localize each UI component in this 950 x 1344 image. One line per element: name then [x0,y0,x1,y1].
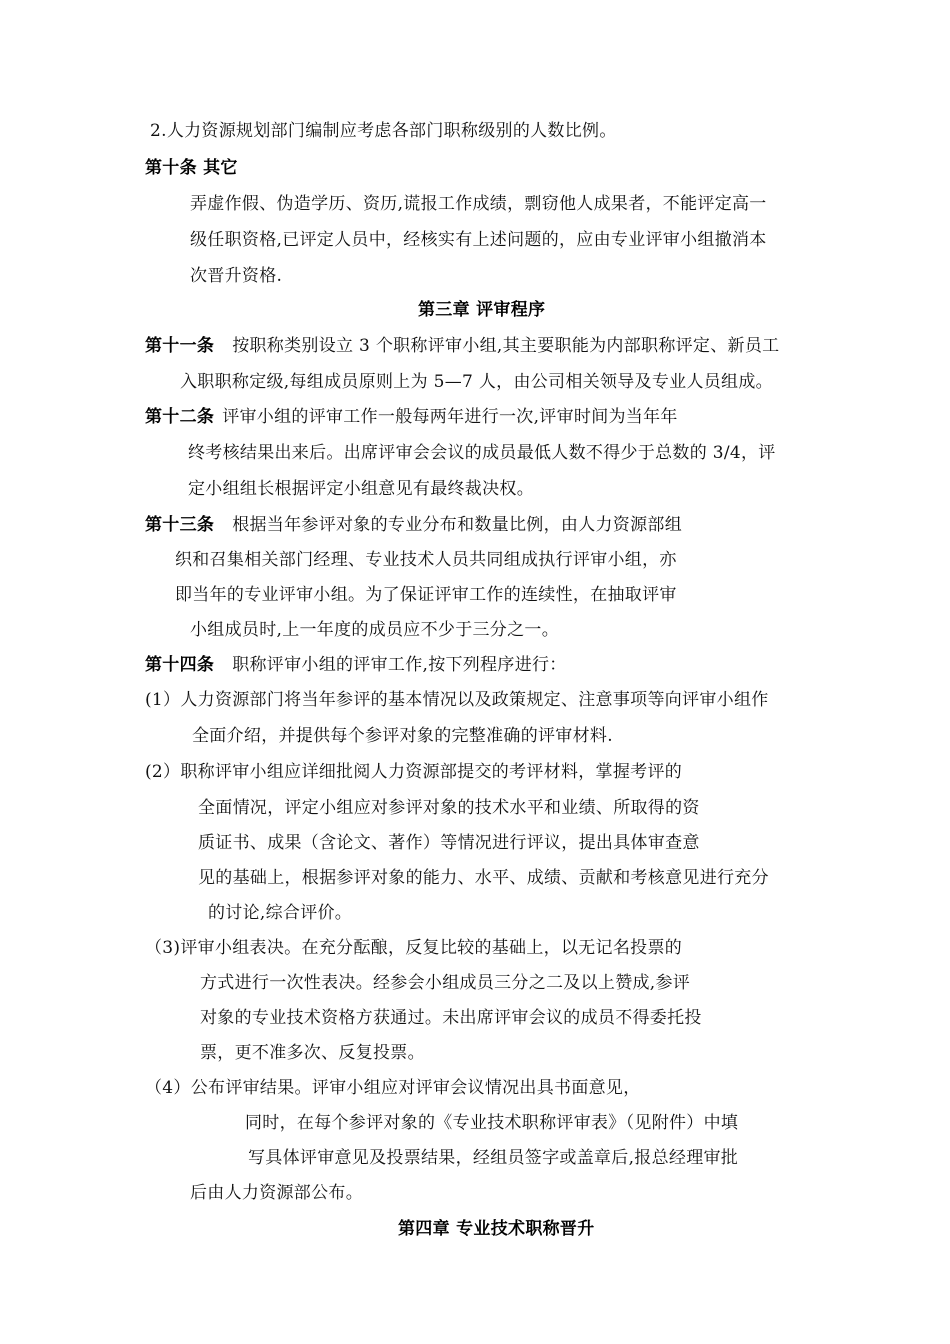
paragraph-line: 的讨论,综合评价。 [208,903,353,923]
list-item: （4）公布评审结果。评审小组应对评审会议情况出具书面意见， [145,1078,641,1098]
paragraph-line: 票，更不准多次、反复投票。 [200,1043,425,1063]
list-item: (2）职称评审小组应详细批阅人力资源部提交的考评材料，掌握考评的 [145,762,683,782]
paragraph-line: 后由人力资源部公布。 [190,1183,363,1203]
article-heading: 第十四条 [145,655,215,675]
article-heading: 第十一条 [145,336,215,356]
paragraph-line: 终考核结果出来后。出席评审会会议的成员最低人数不得少于总数的 3/4，评 [188,443,776,463]
paragraph-line: 2.人力资源规划部门编制应考虑各部门职称级别的人数比例。 [150,121,617,141]
article-heading: 第十条 其它 [145,158,238,178]
paragraph-line: 全面情况，评定小组应对参评对象的技术水平和业绩、所取得的资 [198,798,700,818]
article-line: 第十四条 职称评审小组的评审工作,按下列程序进行： [145,655,567,675]
chapter-heading: 第三章 评审程序 [418,300,546,320]
paragraph-line: 对象的专业技术资格方获通过。未出席评审会议的成员不得委托投 [200,1008,702,1028]
paragraph-line: 弄虚作假、伪造学历、资历,谎报工作成绩，剽窃他人成果者，不能评定高一 [190,194,767,214]
article-line: 第十一条 按职称类别设立 3 个职称评审小组,其主要职能为内部职称评定、新员工 [145,336,780,356]
article-heading: 第十二条 [145,407,215,427]
paragraph-line: 级任职资格,已评定人员中，经核实有上述问题的，应由专业评审小组撤消本 [190,230,767,250]
paragraph-line: 即当年的专业评审小组。为了保证评审工作的连续性，在抽取评审 [175,585,677,605]
article-line: 第十二条 评审小组的评审工作一般每两年进行一次,评审时间为当年年 [145,407,678,427]
list-item: （3)评审小组表决。在充分酝酿，反复比较的基础上，以无记名投票的 [145,938,683,958]
paragraph-line: 入职职称定级,每组成员原则上为 5—7 人，由公司相关领导及专业人员组成。 [180,372,773,392]
paragraph-line: 织和召集相关部门经理、专业技术人员共同组成执行评审小组，亦 [175,550,677,570]
paragraph-line: 同时，在每个参评对象的《专业技术职称评审表》（见附件）中填 [245,1113,739,1133]
paragraph-line: 方式进行一次性表决。经参会小组成员三分之二及以上赞成,参评 [200,973,691,993]
paragraph-line: 写具体评审意见及投票结果，经组员签字或盖章后,报总经理审批 [248,1148,739,1168]
paragraph-line: 小组成员时,上一年度的成员应不少于三分之一。 [190,620,560,640]
paragraph-line: 见的基础上，根据参评对象的能力、水平、成绩、贡献和考核意见进行充分 [198,868,769,888]
article-heading: 第十三条 [145,515,215,535]
paragraph-line: 次晋升资格. [190,266,283,286]
chapter-heading: 第四章 专业技术职称晋升 [398,1219,595,1239]
paragraph-line: 全面介绍，并提供每个参评对象的完整准确的评审材料. [192,726,613,746]
article-line: 第十三条 根据当年参评对象的专业分布和数量比例，由人力资源部组 [145,515,683,535]
paragraph-line: 定小组组长根据评定小组意见有最终裁决权。 [188,479,534,499]
paragraph-line: 质证书、成果（含论文、著作）等情况进行评议，提出具体审查意 [198,833,700,853]
list-item: (1）人力资源部门将当年参评的基本情况以及政策规定、注意事项等向评审小组作 [145,690,769,710]
